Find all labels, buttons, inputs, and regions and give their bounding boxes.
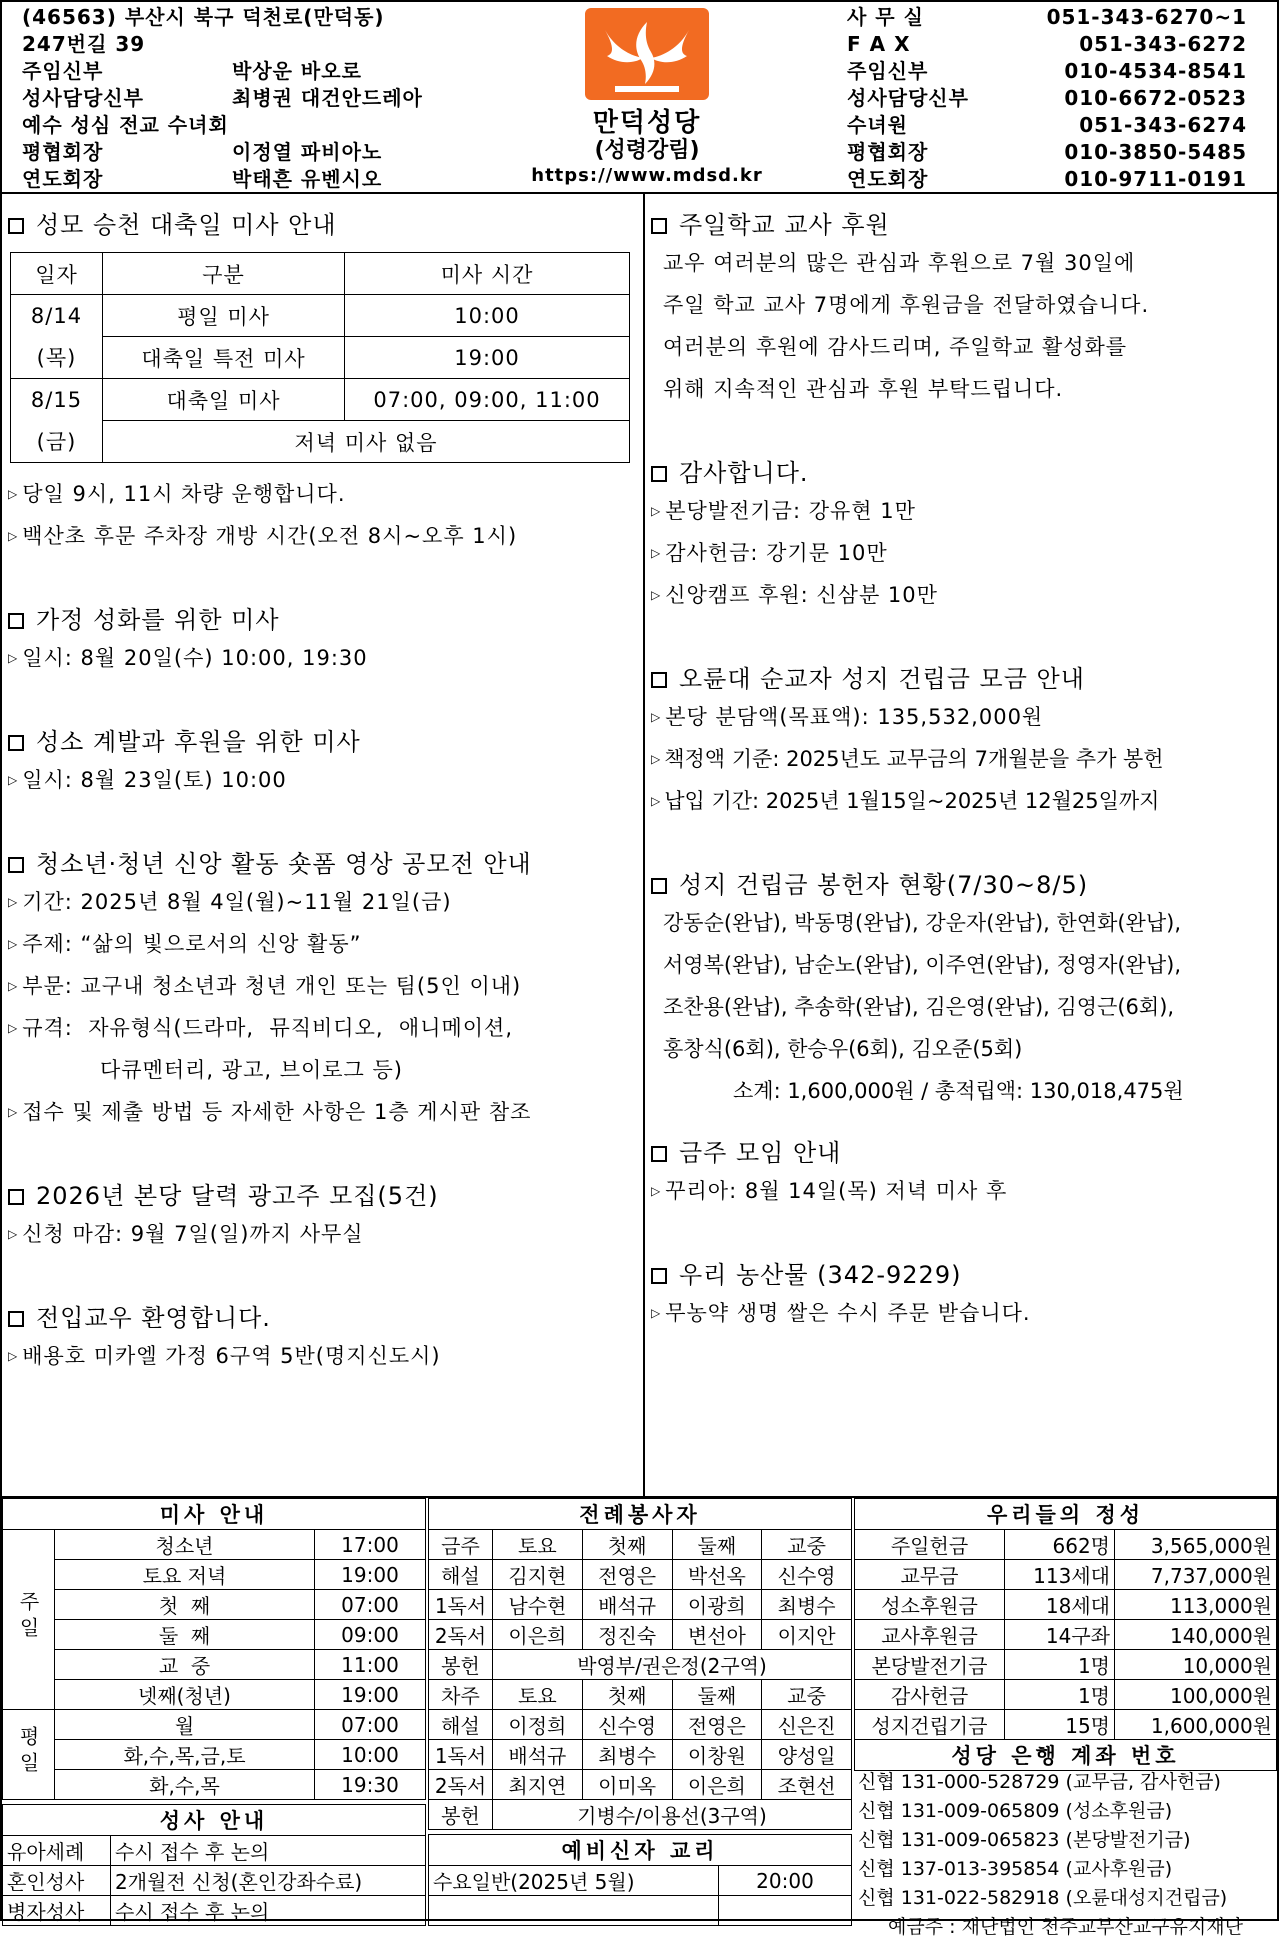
triangle-bullet-icon: ▷ [8, 1105, 19, 1119]
section-title: 가정 성화를 위한 미사 [8, 603, 640, 637]
bank-account: 신협 131-000-528729 (교무금, 감사헌금) [858, 1771, 1221, 1793]
triangle-bullet-icon: ▷ [8, 1227, 19, 1241]
list-item: ▷ 본당 분담액(목표액): 135,532,000원 [651, 696, 1271, 738]
church-website-link[interactable]: https://www.mdsd.kr [531, 165, 763, 186]
triangle-bullet-icon: ▷ [8, 1349, 19, 1363]
bank-account: 신협 131-009-065823 (본당발전기금) [858, 1829, 1191, 1851]
donation-summary: 소계: 1,600,000원 / 총적립액: 130,018,475원 [733, 1079, 1184, 1103]
triangle-bullet-icon: ▷ [651, 752, 661, 766]
list-item: ▷ 무농약 생명 쌀은 수시 주문 받습니다. [651, 1292, 1271, 1334]
bank-account: 신협 131-022-582918 (오륜대성지건립금) [858, 1887, 1228, 1909]
triangle-bullet-icon: ▷ [651, 1306, 662, 1320]
account-owner: 예금주 : 재단법인 천주교부산교구유지재단 [888, 1916, 1243, 1938]
bank-account-list [854, 1768, 1277, 1942]
checkbox-square-icon [8, 735, 24, 751]
paragraph-line: 여러분의 후원에 감사드리며, 주일학교 활성화를 [663, 335, 1128, 359]
paragraph-line: 조찬용(완납), 추송학(완납), 김은영(완납), 김영근(6회), [663, 995, 1175, 1019]
triangle-bullet-icon: ▷ [651, 1184, 662, 1198]
list-item: ▷ 신앙캠프 후원: 신삼분 10만 [651, 574, 1271, 616]
checkbox-square-icon [651, 1268, 667, 1284]
contact-line: 성사담당신부 010-6672-0523 [847, 86, 1247, 110]
list-item: ▷ 기간: 2025년 8월 4일(월)~11월 21일(금) [8, 881, 640, 923]
header-address-block [22, 4, 562, 193]
triangle-bullet-icon: ▷ [8, 529, 19, 543]
section-title: 성모 승천 대축일 미사 안내 [8, 208, 640, 242]
section-title: 전입교우 환영합니다. [8, 1301, 640, 1335]
list-item: ▷ 책정액 기준: 2025년도 교무금의 7개월분을 추가 봉헌 [651, 738, 1271, 780]
triangle-bullet-icon: ▷ [8, 895, 19, 909]
list-item: ▷ 일시: 8월 23일(토) 10:00 [8, 759, 640, 801]
triangle-bullet-icon: ▷ [651, 546, 662, 560]
address-line: (46563) 부산시 북구 덕천로(만덕동) [22, 5, 385, 29]
list-item: ▷ 부문: 교구내 청소년과 청년 개인 또는 팀(5인 이내) [8, 965, 640, 1007]
checkbox-square-icon [8, 218, 24, 234]
offering-table: 우리들의 정성 주일헌금 662명 3,565,000원 교무금 113세대 7,737,000원 성소후원금 18세대 113,000원 교사후원금 14구좌 140,000원 본당발전기금 1명 10,000원 감사헌금 1명 100,000원 성지건립기금 15명 1,600,000원 성당 은행 계좌 번호 [854, 1498, 1277, 1771]
checkbox-square-icon [8, 1189, 24, 1205]
checkbox-square-icon [8, 1311, 24, 1327]
paragraph-line: 서영복(완납), 남순노(완납), 이주연(완납), 정영자(완납), [663, 953, 1181, 977]
section-title: 청소년·청년 신앙 활동 숏폼 영상 공모전 안내 [8, 847, 640, 881]
right-column [651, 208, 1271, 1334]
checkbox-square-icon [651, 1146, 667, 1162]
list-item: ▷ 주제: “삶의 빛으로서의 신앙 활동” [8, 923, 640, 965]
section-title: 감사합니다. [651, 456, 1271, 490]
bottom-info [2, 1496, 1277, 1938]
paragraph-line: 주일 학교 교사 7명에게 후원금을 전달하였습니다. [663, 293, 1150, 317]
list-item: ▷ 본당발전기금: 강유현 1만 [651, 490, 1271, 532]
list-item: ▷ 꾸리아: 8월 14일(목) 저녁 미사 후 [651, 1170, 1271, 1212]
assumption-mass-table: 일자 구분 미사 시간 8/14 평일 미사 10:00 (목) 대축일 특전 미사 19:00 8/15 대축일 미사 07:00, 09:00, 11:00 (금) 저녁 미사 없음 [10, 252, 630, 463]
checkbox-square-icon [651, 218, 667, 234]
left-column [8, 208, 640, 1377]
list-item: ▷ 감사헌금: 강기문 10만 [651, 532, 1271, 574]
staff-line: 평협회장 이정열 파비아노 [22, 140, 383, 164]
checkbox-square-icon [651, 878, 667, 894]
triangle-bullet-icon: ▷ [651, 794, 661, 808]
liturgy-ministers-table: 전례봉사자 금주 토요 첫째 둘째 교중 해설 김지현 전영은 박선옥 신수영 1독서 남수현 배석규 이광희 최병수 2독서 이은희 정진숙 변선아 이지안 봉헌 박영부/권은정(2구역) 차주 토요 첫째 둘째 교중 해설 이정희 신수영 전영은 신은진 1독서 배석규 최병수 이창원 양성일 2독서 최지연 이미옥 이은희 조현선 봉헌 기병수/이용선(3구역) [428, 1498, 852, 1830]
contact-line: 연도회장 010-9711-0191 [847, 167, 1247, 191]
weekday-label: 평일 [16, 1726, 40, 1778]
list-item-continued: 다큐멘터리, 광고, 브이로그 등) [100, 1058, 404, 1082]
address-line: 247번길 39 [22, 32, 146, 56]
staff-line: 예수 성심 전교 수녀회 [22, 113, 229, 137]
contact-line: 수녀원 051-343-6274 [847, 113, 1247, 137]
header [2, 2, 1277, 194]
section-title: 우리 농산물 (342-9229) [651, 1258, 1271, 1292]
staff-line: 주임신부 박상운 바오로 [22, 59, 362, 83]
list-item: ▷ 백산초 후문 주차장 개방 시간(오전 8시~오후 1시) [8, 515, 640, 557]
list-item: ▷ 납입 기간: 2025년 1월15일~2025년 12월25일까지 [651, 780, 1271, 822]
list-item: ▷ 신청 마감: 9월 7일(일)까지 사무실 [8, 1213, 640, 1255]
catechumen-table: 예비신자 교리 수요일반(2025년 5월) 20:00 [428, 1834, 852, 1926]
triangle-bullet-icon: ▷ [8, 1021, 19, 1035]
staff-line: 연도회장 박태흔 유벤시오 [22, 167, 383, 191]
triangle-bullet-icon: ▷ [8, 979, 19, 993]
list-item: ▷ 일시: 8월 20일(수) 10:00, 19:30 [8, 637, 640, 679]
list-item: ▷ 접수 및 제출 방법 등 자세한 사항은 1층 게시판 참조 [8, 1091, 640, 1133]
column-divider [643, 194, 645, 1496]
church-identity [502, 8, 792, 188]
bank-account: 신협 137-013-395854 (교사후원금) [858, 1858, 1173, 1880]
contact-line: 평협회장 010-3850-5485 [847, 140, 1247, 164]
triangle-bullet-icon: ▷ [8, 651, 19, 665]
checkbox-square-icon [8, 613, 24, 629]
section-title: 성소 계발과 후원을 위한 미사 [8, 725, 640, 759]
list-item: ▷ 배용호 미카엘 가정 6구역 5반(명지신도시) [8, 1335, 640, 1377]
list-item: ▷ 규격: 자유형식(드라마, 뮤직비디오, 애니메이션, [8, 1007, 640, 1049]
contact-line: 사 무 실 051-343-6270~1 [847, 5, 1247, 29]
church-patron: (성령강림) [594, 138, 700, 163]
staff-line: 성사담당신부 최병권 대건안드레아 [22, 86, 423, 110]
sacrament-table: 성사 안내 유아세례 수시 접수 후 논의 혼인성사 2개월전 신청(혼인강좌수료) 병자성사 수시 접수 후 논의 [2, 1804, 426, 1926]
header-contact-block [847, 4, 1267, 193]
triangle-bullet-icon: ▷ [8, 773, 19, 787]
section-title: 주일학교 교사 후원 [651, 208, 1271, 242]
contact-line: 주임신부 010-4534-8541 [847, 59, 1247, 83]
checkbox-square-icon [651, 672, 667, 688]
section-title: 금주 모임 안내 [651, 1136, 1271, 1170]
contact-line: F A X 051-343-6272 [847, 32, 1247, 56]
paragraph-line: 강동순(완납), 박동명(완납), 강운자(완납), 한연화(완납), [663, 911, 1181, 935]
mass-schedule-table: 미사 안내 주일 청소년 17:00 토요 저녁 19:00 첫 째 07:00 둘 째 09:00 교 중 11:00 넷째(청년) 19:00 평일 월 07:00 화,수,목,금,토 10:00 화,수,목 19:30 [2, 1498, 426, 1800]
paragraph-line: 위해 지속적인 관심과 후원 부탁드립니다. [663, 377, 1064, 401]
bank-account: 신협 131-009-065809 (성소후원금) [858, 1800, 1173, 1822]
church-logo-icon [585, 8, 709, 100]
checkbox-square-icon [8, 857, 24, 873]
list-item: ▷ 당일 9시, 11시 차량 운행합니다. [8, 473, 640, 515]
sunday-label: 주일 [16, 1591, 40, 1643]
church-name: 만덕성당 [592, 108, 702, 138]
section-title: 오륜대 순교자 성지 건립금 모금 안내 [651, 662, 1271, 696]
checkbox-square-icon [651, 466, 667, 482]
section-title: 성지 건립금 봉헌자 현황(7/30~8/5) [651, 868, 1271, 902]
triangle-bullet-icon: ▷ [8, 937, 19, 951]
triangle-bullet-icon: ▷ [651, 588, 662, 602]
section-title: 2026년 본당 달력 광고주 모집(5건) [8, 1179, 640, 1213]
triangle-bullet-icon: ▷ [8, 487, 19, 501]
paragraph-line: 홍창식(6회), 한승우(6회), 김오준(5회) [663, 1037, 1023, 1061]
triangle-bullet-icon: ▷ [651, 710, 662, 724]
triangle-bullet-icon: ▷ [651, 504, 662, 518]
paragraph-line: 교우 여러분의 많은 관심과 후원으로 7월 30일에 [663, 251, 1136, 275]
